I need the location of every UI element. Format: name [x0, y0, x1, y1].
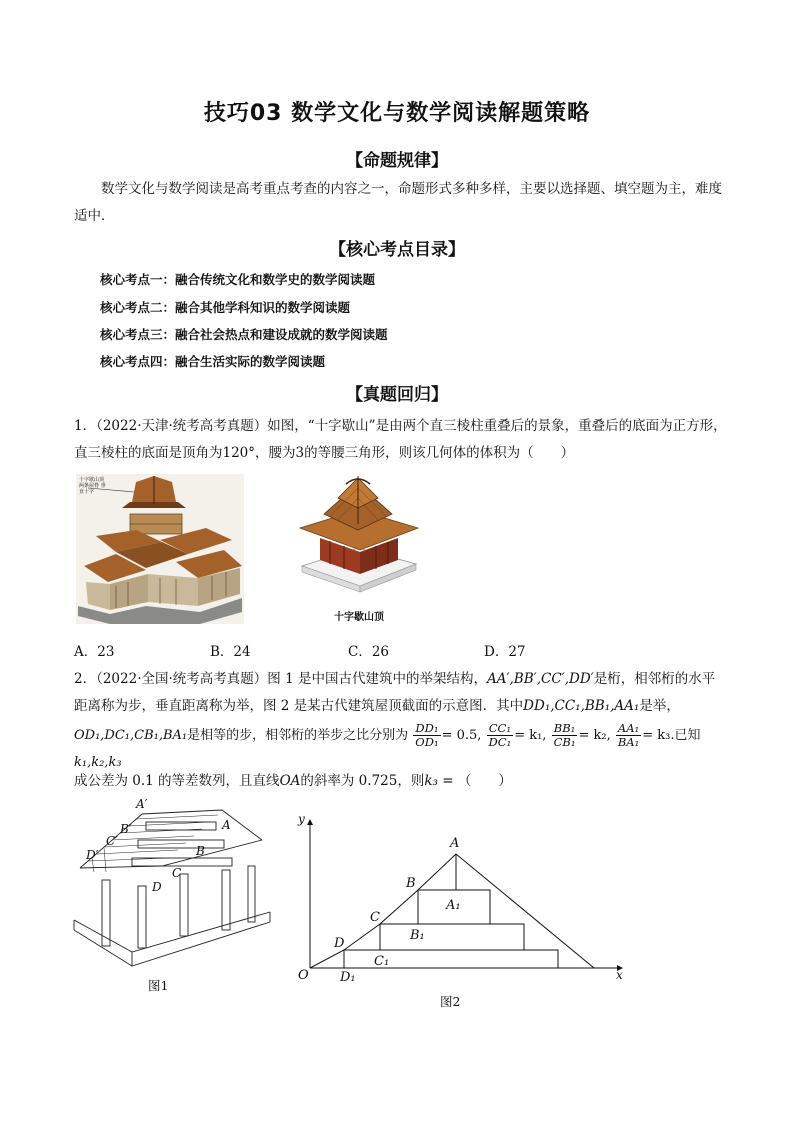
fraction-den: DC₁	[488, 735, 512, 749]
fraction-rhs: = k₁,	[514, 728, 547, 743]
fraction-den: CB₁	[553, 735, 576, 749]
fraction-dd1-od1	[413, 722, 440, 749]
q2-line2-post: 是举，	[639, 698, 680, 714]
fig2-axis-x: x	[616, 968, 623, 982]
fig2-label-a: A	[450, 836, 460, 851]
fig2-label-b: B	[406, 876, 416, 891]
core-point-2: 核心考点二：融合其他学科知识的数学阅读题	[100, 300, 351, 315]
fraction-num: BB₁	[552, 722, 578, 736]
rule-paragraph: 数学文化与数学阅读是高考重点考查的内容之一，命题形式多种多样，主要以选择题、填空题为主，难度适中．	[74, 181, 722, 224]
fig2-label-c1: C₁	[374, 954, 390, 969]
q2-line2-math: DD₁,CC₁,BB₁,AA₁	[523, 698, 640, 714]
fig2-label-d1: D₁	[340, 970, 356, 985]
q1-option-a: A．23	[74, 644, 115, 660]
fig2-axis-y: y	[298, 812, 305, 826]
section-heading-core: 【核心考点目录】	[329, 240, 465, 260]
q1-stem-line2: 直三棱柱的底面是顶角为120°，腰为3的等腰三角形，则该几何体的体积为（ ）	[74, 445, 575, 461]
fig2-label-o: O	[298, 968, 309, 983]
fig1-label-c: C	[172, 866, 182, 880]
fraction-num: CC₁	[487, 722, 514, 736]
core-point-4: 核心考点四：融合生活实际的数学阅读题	[100, 354, 326, 369]
figure-caption-cross-hip: 十字歇山顶	[334, 612, 384, 623]
q2-stem-line1	[74, 666, 734, 693]
q1-stem-line1: 1．（2022·天津·统考高考真题）如图，“十字歇山”是由两个直三棱柱重叠后的景象，重叠后的底面为正方形，	[74, 418, 727, 434]
figure2-caption: 图2	[440, 994, 461, 1009]
fraction-aa1-ba1	[616, 722, 641, 749]
q2-line3-math: OD₁,DC₁,CB₁,BA₁	[74, 728, 188, 743]
fig2-label-c: C	[370, 910, 380, 925]
q2-line1-math: AA′,BB′,CC′,DD′	[486, 671, 594, 687]
fraction-rhs: = k₃	[642, 728, 671, 743]
q1-option-b: B．24	[210, 644, 251, 660]
fig1-label-b: B	[196, 844, 205, 858]
q2-line1-text: 2．（2022·全国·统考高考真题）图 1 是中国古代建筑中的举架结构，	[74, 671, 487, 687]
q2-line3-tail: .已知	[670, 728, 701, 743]
core-point-3: 核心考点三：融合社会热点和建设成就的数学阅读题	[100, 327, 388, 342]
fraction-cc1-dc1	[487, 722, 514, 749]
fraction-den: BA₁	[617, 735, 640, 749]
q1-option-c: C．26	[348, 644, 390, 660]
q2-line4-math1: OA	[279, 773, 301, 789]
fraction-den: OD₁	[415, 735, 439, 749]
fig2-label-b1: B₁	[410, 928, 425, 943]
q2-line3-text: 是相等的步，相邻桁的举步之比分别为	[187, 728, 409, 743]
section-heading-review: 【真题回归】	[346, 385, 448, 405]
q2-line2-text: 距离称为步，垂直距离称为举，图 2 是某古代建筑屋顶截面的示意图．其中	[74, 698, 524, 714]
fig1-label-c-prime: C′	[106, 834, 118, 848]
fig1-label-b-prime: B′	[120, 822, 132, 836]
section-heading-rules: 【命题规律】	[346, 151, 448, 171]
q2-line4-math2: k₃	[424, 773, 438, 789]
fig1-label-d: D	[152, 880, 162, 894]
fig1-label-a-prime: A′	[136, 797, 148, 811]
q2-line1-post: 是桁，相邻桁的水平	[593, 671, 716, 687]
q2-line4-post: = （ ）	[437, 773, 512, 789]
fraction-bb1-cb1	[552, 722, 578, 749]
core-point-1: 核心考点一：融合传统文化和数学史的数学阅读题	[100, 272, 376, 287]
q1-option-d: D．27	[484, 644, 526, 660]
figure1-caption: 图1	[148, 978, 169, 993]
q1-figure-cross-hip-roof	[294, 474, 424, 626]
figure-note-text: 十字歇山顶 两条屋脊 垂直十字	[79, 477, 106, 495]
q2-line3-tail-math: k₁,k₂,k₃	[74, 755, 122, 770]
fig2-label-d: D	[334, 936, 345, 951]
q2-figure1-framing	[72, 797, 272, 993]
fraction-rhs: = 0.5,	[441, 728, 482, 743]
fig1-label-d-prime: D′	[86, 848, 99, 862]
fraction-rhs: = k₂,	[578, 728, 611, 743]
fig2-label-a1: A₁	[446, 898, 461, 913]
page-title: 技巧03 数学文化与数学阅读解题策略	[203, 101, 591, 126]
q2-stem-line4	[74, 768, 734, 795]
q2-stem-line2	[74, 693, 734, 720]
q2-line4-mid: 的斜率为 0.725，则	[300, 773, 425, 789]
fraction-num: DD₁	[413, 722, 440, 736]
q2-figure2-cross-section	[294, 812, 630, 1009]
q1-figure-exploded-roof	[76, 474, 244, 624]
q2-line4-text: 成公差为 0.1 的等差数列，且直线	[74, 773, 280, 789]
fig1-label-a: A	[222, 818, 231, 832]
fraction-num: AA₁	[616, 722, 641, 736]
